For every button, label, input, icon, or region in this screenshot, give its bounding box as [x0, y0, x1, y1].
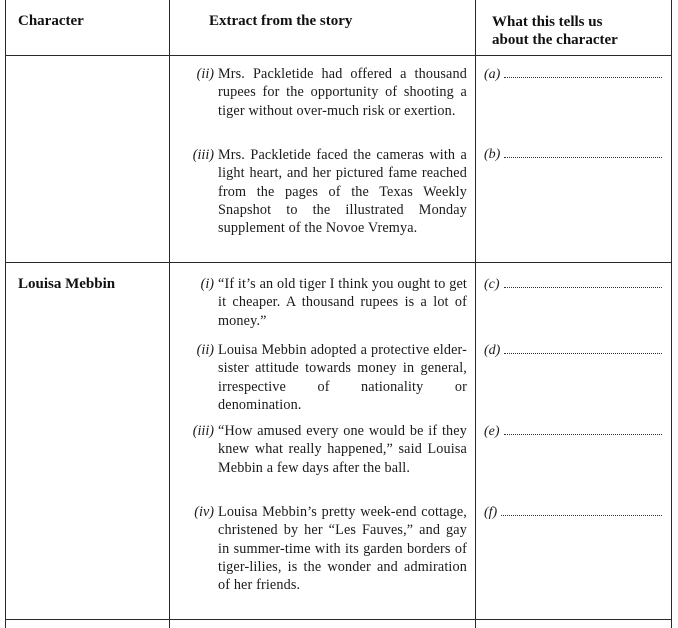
answer-field[interactable]: [484, 276, 662, 294]
answer-label: (f): [484, 505, 498, 520]
extract-item: [180, 275, 467, 330]
table-bottom-rule: [5, 619, 672, 620]
answer-label: (d): [484, 343, 501, 358]
item-text: “How amused every one would be if they knew what really happened,” said Louisa Mebbin a few days after the ball.: [218, 423, 467, 476]
item-text: Mrs. Packletide faced the cameras with a light heart, and her pictured fame reached from the pages of the Texas Weekly Snapshot to the illustrated Monday supplement of the Novoe Vremya.: [218, 147, 467, 237]
item-text: Mrs. Packletide had offered a thousand rupees for the opportunity of shooting a tiger without over-much risk or exertion.: [218, 66, 467, 119]
answer-blank[interactable]: [504, 276, 662, 288]
header-character: Character: [18, 13, 84, 29]
answer-label: (a): [484, 67, 501, 82]
header-tells-line2: about the character: [492, 32, 618, 48]
item-number: (iv): [194, 504, 214, 520]
item-number: (iii): [192, 423, 214, 439]
answer-field[interactable]: [484, 423, 662, 441]
extract-item: [180, 341, 467, 414]
extract-item: [180, 65, 467, 120]
answer-field[interactable]: [484, 146, 662, 164]
answer-label: (b): [484, 147, 501, 162]
answer-blank[interactable]: [504, 342, 662, 354]
header-tells-line1: What this tells us: [492, 14, 603, 30]
item-text: Louisa Mebbin’s pretty week-end cottage, christened by her “Les Fauves,” and gay in summer-time with its garden borders of tiger-lilies, is the wonder and admiration of her friends.: [218, 504, 467, 594]
item-number: (iii): [192, 147, 214, 163]
header-extract: Extract from the story: [209, 13, 353, 29]
column-divider-1: [169, 0, 170, 628]
answer-label: (e): [484, 424, 500, 439]
answer-field[interactable]: [484, 504, 662, 522]
item-number: (i): [200, 276, 214, 292]
answer-blank[interactable]: [501, 504, 662, 516]
extract-item: [180, 503, 467, 594]
table-border-right: [671, 0, 672, 628]
answer-blank[interactable]: [504, 423, 662, 435]
answer-field[interactable]: [484, 66, 662, 84]
character-name: Louisa Mebbin: [18, 276, 116, 292]
header-row-divider: [5, 55, 672, 56]
item-number: (ii): [196, 342, 214, 358]
extract-item: [180, 146, 467, 237]
answer-blank[interactable]: [504, 146, 662, 158]
row-divider: [5, 262, 672, 263]
table-border-left: [5, 0, 6, 628]
extract-item: [180, 422, 467, 477]
answer-blank[interactable]: [504, 66, 662, 78]
column-divider-2: [475, 0, 476, 628]
answer-label: (c): [484, 277, 500, 292]
item-number: (ii): [196, 66, 214, 82]
answer-field[interactable]: [484, 342, 662, 360]
item-text: Louisa Mebbin adopted a protective elder-sister attitude towards money in general, irrespective of nationality or denomination.: [218, 342, 467, 413]
item-text: “If it’s an old tiger I think you ought to get it cheaper. A thousand rupees is a lot of money.”: [218, 276, 467, 329]
